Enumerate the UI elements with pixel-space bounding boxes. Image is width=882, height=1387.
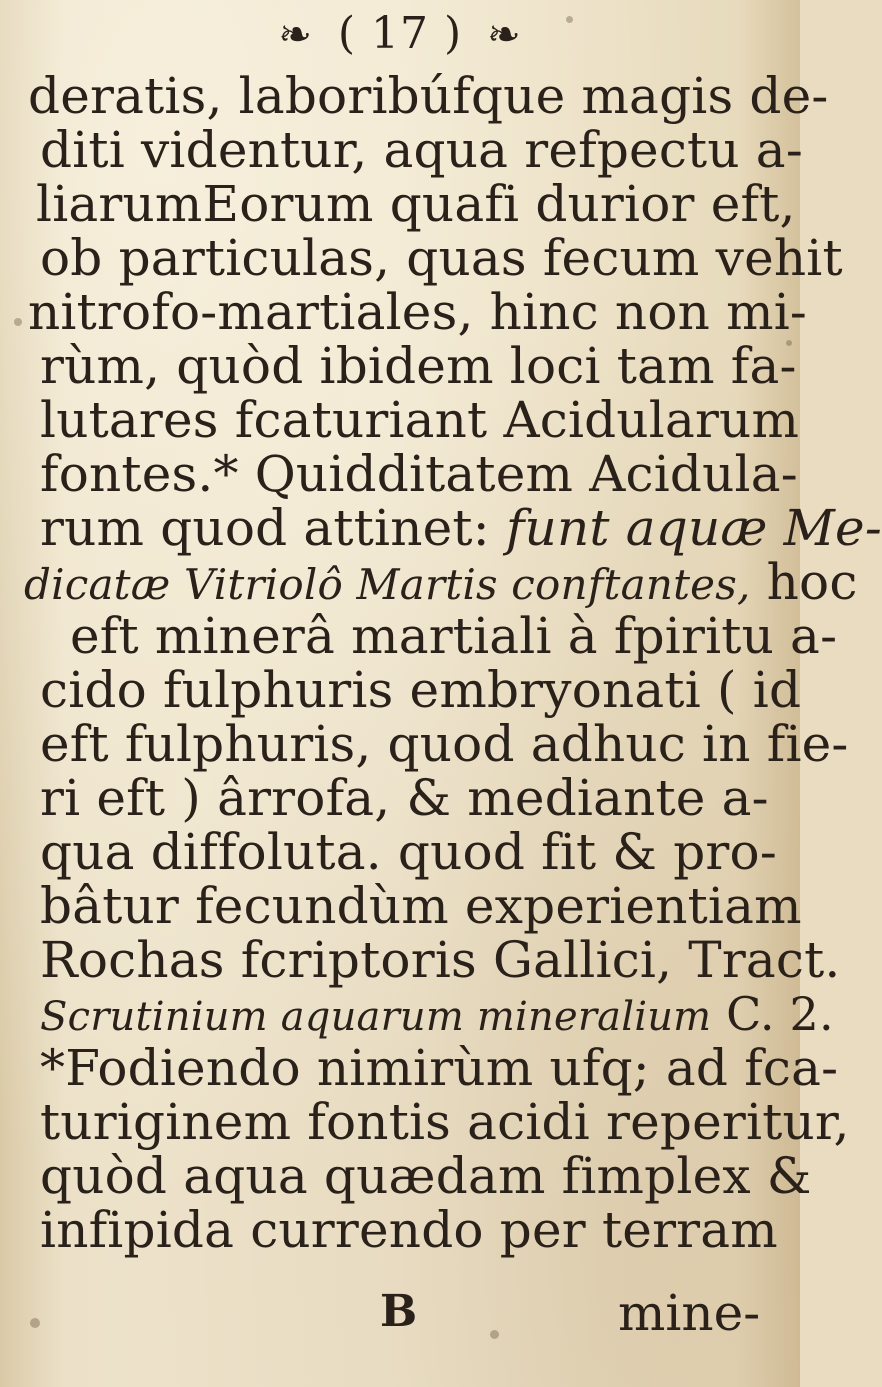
paper-speck [30,1318,40,1328]
text-line: *Fodiendo nimirùm ufq; ad fca- [40,1039,839,1097]
text-line: eft fulphuris, quod adhuc in fie- [40,715,849,773]
text-line: bâtur fecundùm experientiam [40,877,802,935]
signature-mark: B [380,1286,418,1337]
catchword: mine- [618,1284,761,1342]
text-line: liarumEorum quafi durior eft, [36,175,796,233]
text-line: quòd aqua quædam fimplex & [40,1147,812,1205]
text-line: lutares fcaturiant Acidularum [40,391,800,449]
text-line: cido fulphuris embryonati ( id [40,661,802,719]
ornament-left-icon: ❧ [278,12,313,58]
text-line: rum quod attinet: funt aquæ Me- [40,499,882,557]
page-number: ( 17 ) [337,8,463,59]
paper-speck [786,340,792,346]
text-line: deratis, laboribúfque magis de- [28,67,829,125]
text-line: dicatæ Vitriolô Martis conftantes, hoc [24,553,858,611]
text-line: Scrutinium aquarum mineralium C. 2. [40,987,834,1041]
page-header [0,8,800,59]
paper-speck [490,1330,499,1339]
text-line: diti videntur, aqua refpectu a- [40,121,803,179]
text-line: turiginem fontis acidi reperitur, [40,1093,850,1151]
text-line: nitrofo-martiales, hinc non mi- [28,283,808,341]
ornament-right-icon: ❧ [487,12,522,58]
text-line: Rochas fcriptoris Gallici, Tract. [40,931,841,989]
text-line: infipida currendo per terram [40,1201,778,1259]
text-line: qua diffoluta. quod fit & pro- [40,823,777,881]
paper-speck [566,16,573,23]
text-line: rùm, quòd ibidem loci tam fa- [40,337,797,395]
text-line: fontes.* Quidditatem Acidula- [40,445,798,503]
text-line: ri eft ) ârrofa, & mediante a- [40,769,769,827]
text-line: ob particulas, quas fecum vehit [40,229,843,287]
text-line: eft minerâ martiali à fpiritu a- [70,607,838,665]
paper-speck [14,318,22,326]
